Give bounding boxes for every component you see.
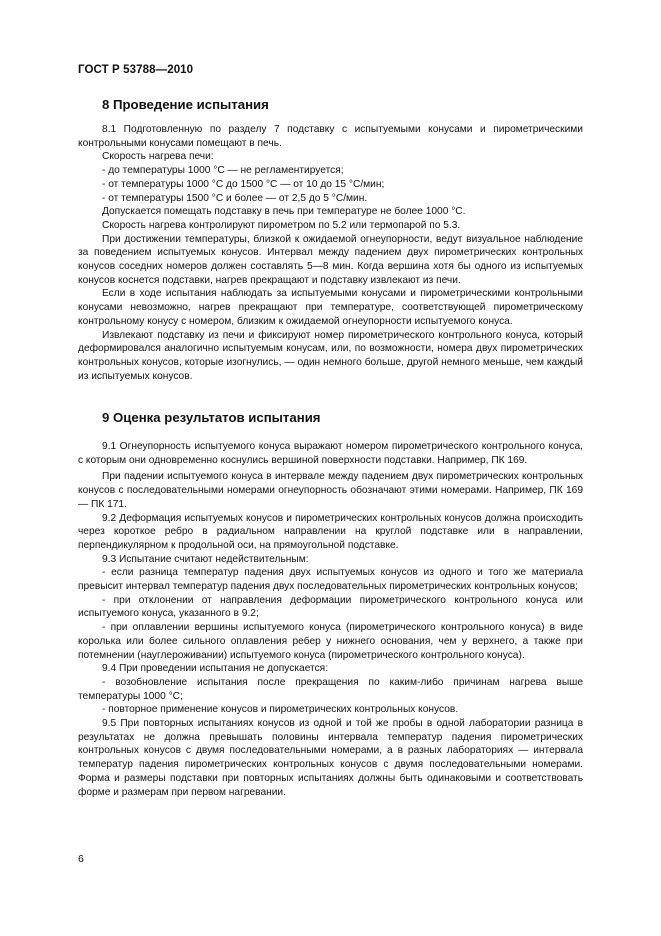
section-9-heading: 9 Оценка результатов испытания [102,410,321,425]
paragraph: При падении испытуемого конуса в интервале между падением двух пирометрических контрольных конусов с последовательными номерами огнеупорность обозначают этими номерами. Например, ПК 169 — ПК 171. [78,471,583,510]
paragraph: 9.5 При повторных испытаниях конусов из одной и той же пробы в одной лаборатории разница в результатах не должна превышать половины интервала температур падения пирометрических контрольных конусов с двумя последовательными номерами, а в разных лабораториях — интервала температур падения пирометрических контрольных конусов с двумя последовательными номерами. Форма и размеры подставки при повторных испытаниях должны быть одинаковыми и соответствовать форме и размерам при первом нагревании. [78,718,583,798]
list-item: - повторное применение конусов и пирометрических контрольных конусов. [102,704,459,716]
paragraph: 8.1 Подготовленную по разделу 7 подставку с испытуемыми конусами и пирометрическими контрольными конусами помещают в печь. [78,124,583,149]
paragraph: Извлекают подставку из печи и фиксируют номер пирометрического контрольного конуса, который деформировался аналогично испытуемым конусам, или, по возможности, номера двух пирометрических контрольных конусов, которые изогнулись, — один немного больше, другой немного меньше, чем каждый из испытуемых конусов. [78,329,583,382]
list-item: - от температуры 1500 °С и более — от 2,5 до 5 °С/мин. [102,192,368,204]
list-item: - при отклонении от направления деформации пирометрического контрольного конуса или испытуемого конуса, указанного в 9.2; [78,594,583,620]
paragraph: При достижении температуры, близкой к ожидаемой огнеупорности, ведут визуальное наблюдение за поведением испытуемых конусов. Интервал между падением двух пирометрических контрольных конусов соседних номеров должен составлять 5—8 мин. Когда вершина хотя бы одного из испытуемых конусов коснется подставки, нагрев прекращают и подставку извлекают из печи. [78,233,583,286]
paragraph: 9.3 Испытание считают недействительным: [102,553,309,565]
paragraph: Допускается помещать подставку в печь при температуре не более 1000 °С. [102,206,466,218]
list-item: - возобновление испытания после прекращения по каким-либо причинам нагрева выше температуры 1000 °С; [78,676,583,702]
paragraph: Скорость нагрева контролируют пирометром по 5.2 или термопарой по 5.3. [102,219,461,231]
list-item: - до температуры 1000 °С — не регламентируется; [102,165,344,177]
paragraph: 9.4 При проведении испытания не допускается: [102,663,329,675]
paragraph: 9.2 Деформация испытуемых конусов и пирометрических контрольных конусов должна происходить через короткое ребро в радиальном направлении на круглой подставке или в направлении, перпендикулярном к продольной оси, на прямоугольной подставке. [78,512,583,551]
list-item: - при оплавлении вершины испытуемого конуса (пирометрического контрольного конуса) в виде королька или более сильного оплавления ребер у нижнего основания, чем у верхнего, а также при потемнении (науглероживании) испытуемого конуса (пирометрического контрольного конуса). [78,622,583,661]
section-8-heading: 8 Проведение испытания [102,97,269,112]
page-number: 6 [78,853,84,865]
list-item: - от температуры 1000 °С до 1500 °С — от 10 до 15 °С/мин; [102,178,385,190]
document-header: ГОСТ Р 53788—2010 [78,64,194,76]
paragraph: 9.1 Огнеупорность испытуемого конуса выражают номером пирометрического контрольного конуса, с которым они одновременно коснулись вершиной поверхности подставки. Например, ПК 169. [78,441,583,466]
list-item: - если разница температур падения двух испытуемых конусов из одного и того же материала превысит интервал температур падения двух последовательных пирометрических контрольных конусов; [78,567,583,593]
paragraph: Скорость нагрева печи: [102,151,214,163]
section-8 [78,96,583,383]
paragraph: Если в ходе испытания наблюдать за испытуемыми конусами и пирометрическими контрольными конусами невозможно, нагрев прекращают при температуре, соответствующей пирометрическому контрольному конусу с номером, близким к ожидаемой огнеупорности испытуемого конуса. [78,288,583,327]
section-9 [78,409,583,799]
